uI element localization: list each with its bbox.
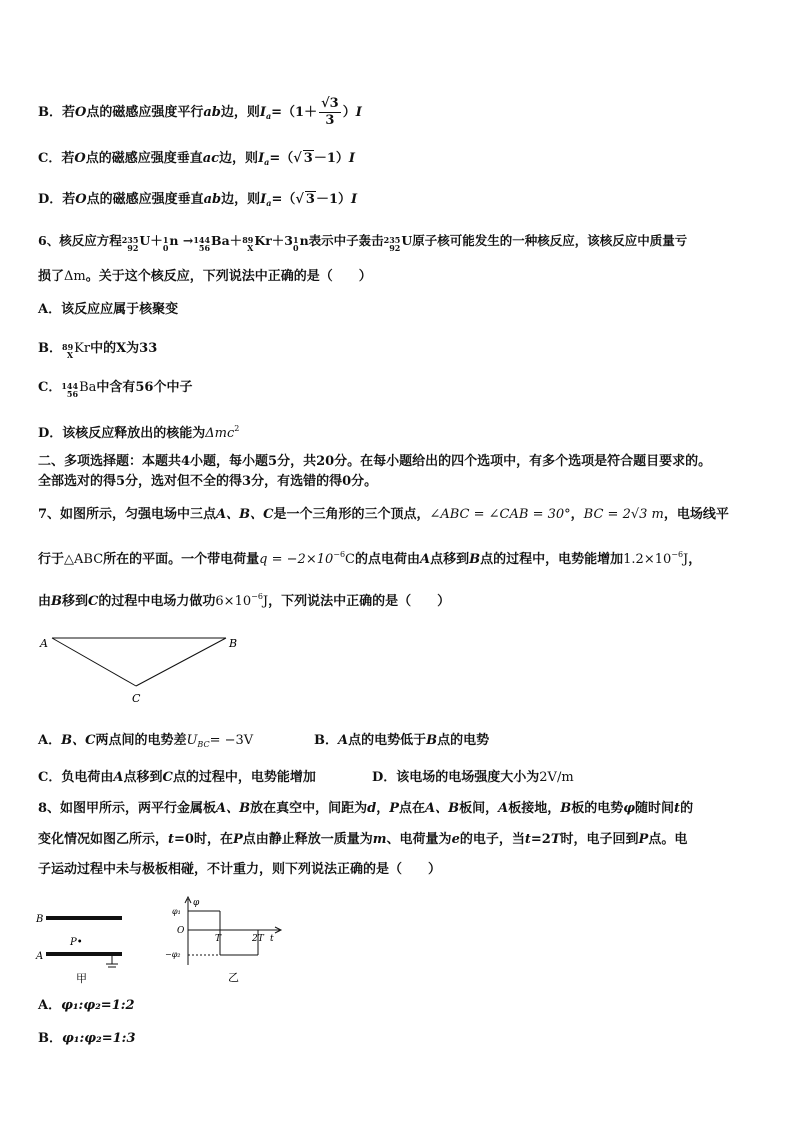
vertex-a-label: A xyxy=(40,637,48,650)
q5-option-d: D．若O点的磁感应强度垂直ab边，则$I_a=(√$ 3－1）I xyxy=(38,192,358,208)
figure-jia-caption: 甲 xyxy=(76,972,87,985)
plate-a-label: A xyxy=(36,951,44,962)
q7-option-b: B．A点的电势低于B点的电势 xyxy=(314,733,490,748)
t-axis-label: t xyxy=(270,934,274,944)
T-tick-label: T xyxy=(215,934,222,944)
section-2-heading-line1: 二、多项选择题：本题共4小题，每小题5分，共20分。在每小题给出的四个选项中，有多个选项是符合题目要求的。 xyxy=(38,454,712,469)
q7-stem-line2: 行于△ABC所在的平面。一个带电荷量$q = -2\times 10^{-6}C$的点电荷由A点移到B点的过程中，电势能增加$1.2\times 10^{-6}J$， xyxy=(38,550,702,567)
origin-label: O xyxy=(177,926,185,936)
q6-option-c: C． 144 56 Ba中含有56个中子 xyxy=(38,380,193,399)
q8-stem-line1: 8、如图甲所示，两平行金属板A、B放在真空中，间距为d，P点在A、B板间，A板接地，B板的电势φ随时间t的 xyxy=(38,801,694,816)
q7-triangle-figure xyxy=(36,630,246,710)
edge-ac xyxy=(52,638,136,686)
q8-plates-figure xyxy=(34,905,134,987)
point-p-label: P• xyxy=(70,937,83,948)
section-2-heading-line2: 全部选对的得5分，选对但不全的得3分，有选错的得0分。 xyxy=(38,474,378,489)
q6-option-d: D．该核反应释放出的核能为Δmc$^2$ xyxy=(38,424,240,441)
plate-a xyxy=(46,952,122,956)
q8-potential-graph xyxy=(160,893,290,987)
2T-tick-label: 2T xyxy=(252,934,264,944)
phi-axis-label: φ xyxy=(193,898,200,908)
phi1-label: φ₁ xyxy=(172,907,181,916)
edge-bc xyxy=(136,638,226,686)
plate-b-label: B xyxy=(36,914,44,925)
vertex-b-label: B xyxy=(229,637,238,650)
q6-stem-line2: 损了Δm。关于这个核反应，下列说法中正确的是（ ） xyxy=(38,269,372,284)
q6-option-a: A．该反应应属于核聚变 xyxy=(38,302,179,317)
q7-option-c: C．负电荷由A点移到C点的过程中，电势能增加 xyxy=(38,770,316,785)
q8-option-b: B．φ₁:φ₂=1:3 xyxy=(38,1031,136,1046)
q5-option-c: C．若O点的磁感应强度垂直ac边，则$I_a=(√$ 3－1）I xyxy=(38,151,355,167)
q6-stem-line1: 6、核反应方程 235 92 U＋ 1 0 n → 144 56 Ba＋ 89 X Kr＋3 1 0 n表示中子轰击 235 92 U原子核可能发生的一种核反应，该核反应中质量亏 xyxy=(38,233,688,253)
fraction-sqrt3-over-3: $\frac{√3}{3}$ xyxy=(321,96,339,128)
q5-option-b: B．若O点的磁感应强度平行ab边，则$I_a=(1+$ $\frac{√3}{3}$ ）I xyxy=(38,96,362,128)
q7-stem-line3: 由B移到C的过程中电场力做功$6\times 10^{-6}J$，下列说法中正确的是（ ） xyxy=(38,592,451,609)
vertex-c-label: C xyxy=(132,692,141,705)
q8-stem-line2: 变化情况如图乙所示，t=0时，在P点由静止释放一质量为m、电荷量为e的电子，当t=2T时，电子回到P点。电 xyxy=(38,832,688,847)
q7-stem-line1: 7、如图所示，匀强电场中三点A、B、C是一个三角形的三个顶点，∠ABC = ∠CAB = 30°，BC = 2√3 m，电场线平 xyxy=(38,507,729,522)
q7-option-d: D．该电场的电场强度大小为2V/m xyxy=(372,770,574,785)
plate-b xyxy=(46,916,122,920)
q7-option-a: A．B、C两点间的电势差$U_{BC}= -3V$ xyxy=(38,733,254,749)
q8-stem-line3: 子运动过程中未与极板相碰，不计重力，则下列说法正确的是（ ） xyxy=(38,862,442,877)
phi2-label: −φ₂ xyxy=(165,950,181,959)
q8-option-a: A．φ₁:φ₂=1:2 xyxy=(38,998,135,1013)
q6-option-b: B． 89 X Kr中的X为33 xyxy=(38,341,158,360)
figure-yi-caption: 乙 xyxy=(228,971,239,984)
